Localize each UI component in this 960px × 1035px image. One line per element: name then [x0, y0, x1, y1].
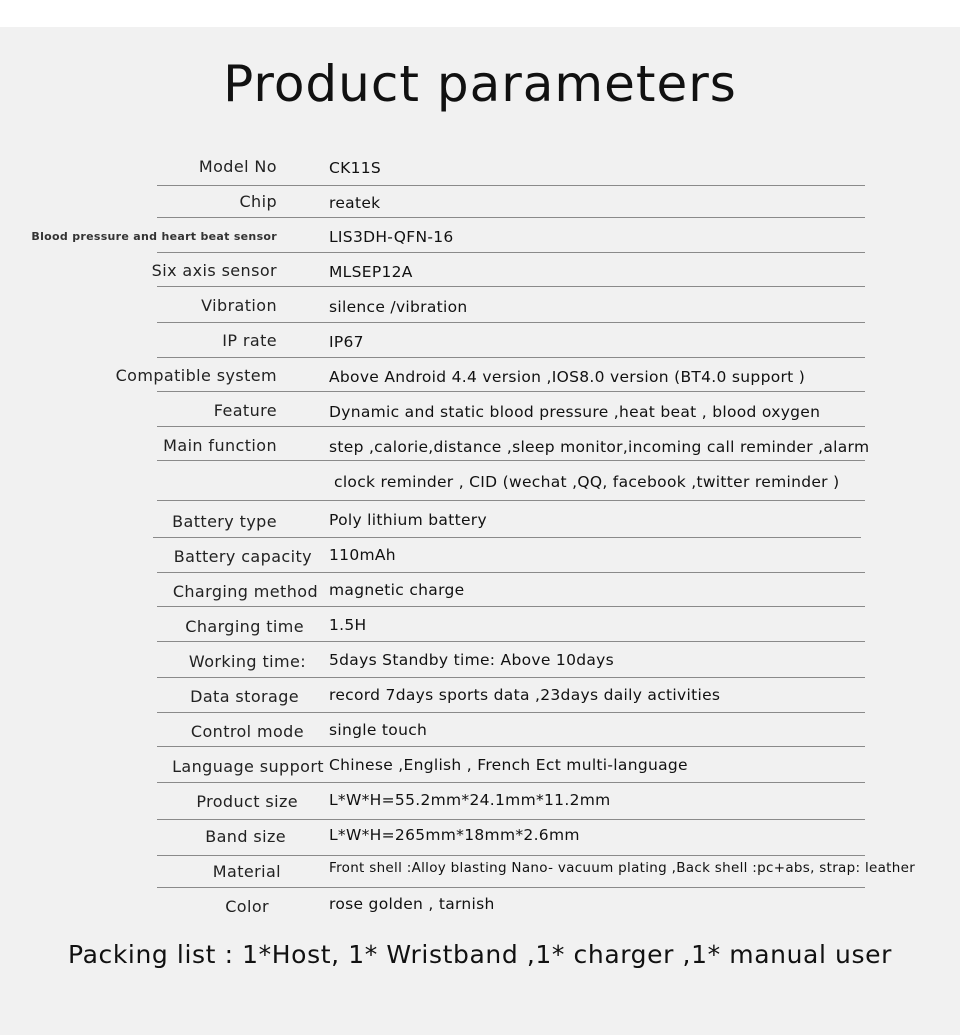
param-label: Control mode	[190, 722, 304, 741]
param-row-vibration	[0, 289, 960, 324]
param-row-working-time	[0, 645, 960, 680]
param-row-charging-time	[0, 610, 960, 645]
param-label: Battery capacity	[173, 547, 312, 566]
param-label: Battery type	[172, 512, 277, 531]
row-divider	[153, 537, 861, 538]
param-label: Blood pressure and heart beat sensor	[31, 230, 277, 243]
param-value: step ,calorie,distance ,sleep monitor,incoming call reminder ,alarm	[329, 438, 870, 456]
param-value: L*W*H=265mm*18mm*2.6mm	[329, 826, 580, 844]
param-row-chip	[0, 185, 960, 220]
param-label: Band size	[205, 827, 286, 846]
param-label: Six axis sensor	[151, 261, 277, 280]
param-label: Model No	[198, 157, 277, 176]
row-divider	[157, 746, 865, 747]
param-label: Language support	[172, 757, 324, 776]
param-label: IP rate	[222, 331, 277, 350]
param-row-feature	[0, 394, 960, 429]
param-label: Product size	[196, 792, 298, 811]
param-value: Dynamic and static blood pressure ,heat beat , blood oxygen	[329, 403, 821, 421]
row-divider	[157, 460, 865, 461]
param-row-model	[0, 150, 960, 185]
row-divider	[157, 500, 865, 501]
page-title: Product parameters	[223, 55, 737, 113]
param-label: Chip	[239, 192, 277, 211]
param-value: reatek	[329, 194, 381, 212]
param-row-band-size	[0, 820, 960, 855]
param-value: CK11S	[329, 159, 382, 177]
row-divider	[157, 322, 865, 323]
param-row-data-storage	[0, 680, 960, 715]
row-divider	[157, 217, 865, 218]
param-label: Vibration	[201, 296, 277, 315]
param-row-material	[0, 855, 960, 890]
row-divider	[157, 426, 865, 427]
param-value: 5days Standby time: Above 10days	[329, 651, 615, 669]
param-row-battery-capacity	[0, 540, 960, 575]
param-row-product-size	[0, 785, 960, 820]
param-row-main-function	[0, 429, 960, 499]
param-row-control-mode	[0, 715, 960, 750]
row-divider	[157, 712, 865, 713]
param-value: 110mAh	[329, 546, 396, 564]
param-label: Data storage	[190, 687, 299, 706]
param-value: MLSEP12A	[329, 263, 413, 281]
row-divider	[157, 391, 865, 392]
row-divider	[157, 887, 865, 888]
param-value: single touch	[329, 721, 428, 739]
row-divider	[157, 572, 865, 573]
param-label: Color	[225, 897, 269, 916]
param-label: Feature	[213, 401, 277, 420]
param-value: L*W*H=55.2mm*24.1mm*11.2mm	[329, 791, 611, 809]
param-row-ip	[0, 324, 960, 359]
param-row-six-axis	[0, 254, 960, 289]
row-divider	[157, 357, 865, 358]
param-value: Chinese ,English , French Ect multi-language	[329, 756, 688, 774]
param-value: Poly lithium battery	[329, 511, 487, 529]
param-value: IP67	[329, 333, 364, 351]
param-value: Front shell :Alloy blasting Nano- vacuum plating ,Back shell :pc+abs, strap: leather	[329, 860, 916, 876]
param-label: Working time:	[188, 652, 306, 671]
param-label: Charging time	[185, 617, 304, 636]
packing-list: Packing list : 1*Host, 1* Wristband ,1* charger ,1* manual user	[68, 940, 892, 969]
param-value: magnetic charge	[329, 581, 465, 599]
param-value: Above Android 4.4 version ,IOS8.0 version (BT4.0 support )	[329, 368, 806, 386]
param-value: rose golden , tarnish	[329, 895, 495, 913]
param-value: record 7days sports data ,23days daily activities	[329, 686, 721, 704]
param-row-battery-type	[0, 505, 960, 540]
param-label: Compatible system	[115, 366, 277, 385]
param-row-language	[0, 750, 960, 785]
param-label: Material	[212, 862, 281, 881]
row-divider	[157, 606, 865, 607]
row-divider	[157, 252, 865, 253]
row-divider	[157, 641, 865, 642]
param-row-color	[0, 890, 960, 925]
param-value: silence /vibration	[329, 298, 468, 316]
row-divider	[157, 286, 865, 287]
param-label: Charging method	[172, 582, 318, 601]
row-divider	[157, 782, 865, 783]
param-row-sensor	[0, 219, 960, 254]
param-value-line2: clock reminder , CID (wechat ,QQ, facebook ,twitter reminder )	[334, 473, 840, 491]
param-value: LIS3DH-QFN-16	[329, 228, 454, 246]
param-row-charging-method	[0, 575, 960, 610]
param-row-compatible	[0, 359, 960, 394]
param-value: 1.5H	[329, 616, 367, 634]
param-label: Main function	[163, 436, 277, 455]
row-divider	[157, 677, 865, 678]
